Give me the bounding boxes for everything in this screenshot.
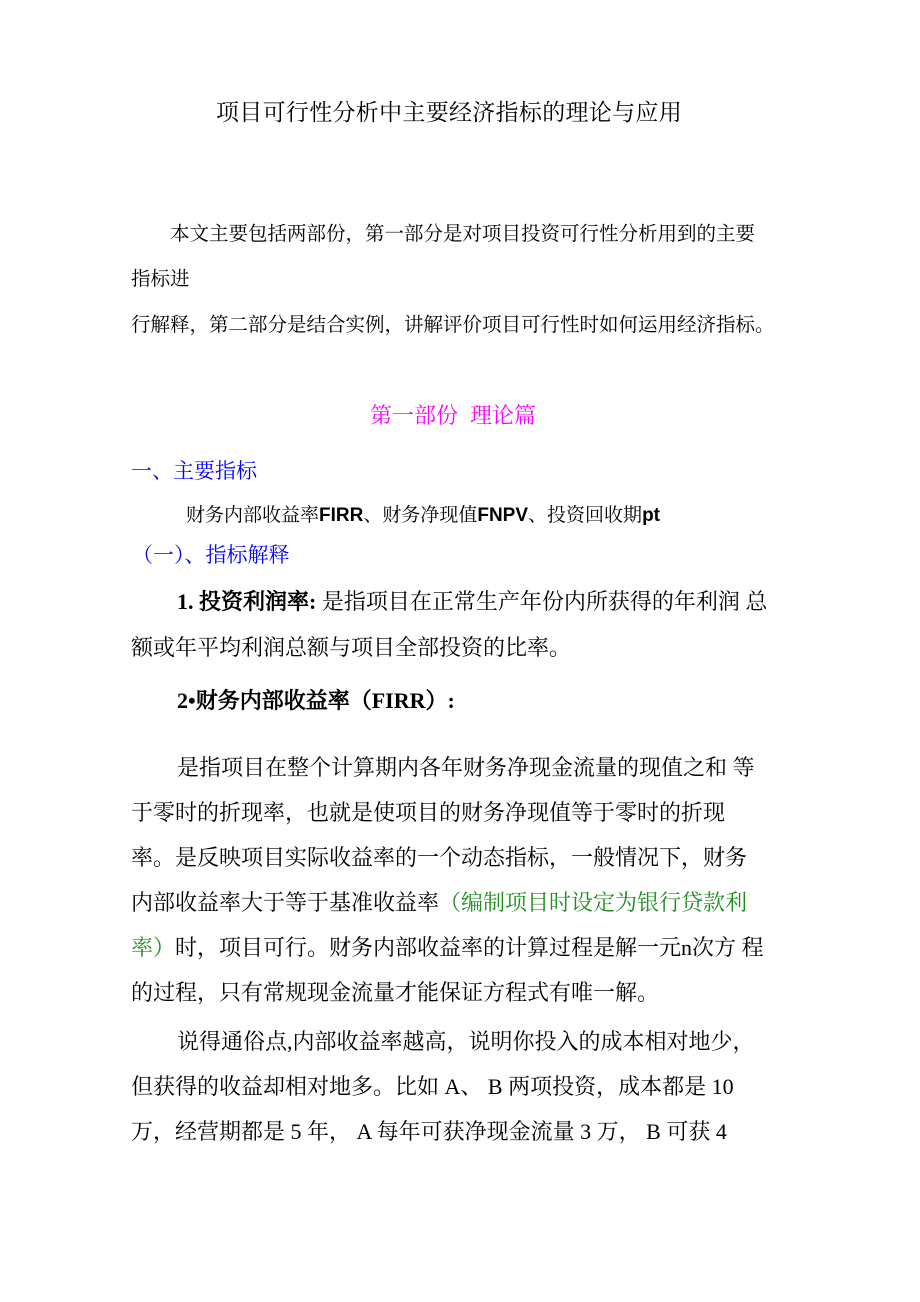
firr-para1-line4 xyxy=(131,892,747,914)
summary-text-1: 财务内部收益率 xyxy=(186,505,320,526)
document-title: 项目可行性分析中主要经济指标的理论与应用 xyxy=(216,100,682,126)
section-heading-main-indicators: 一、主要指标 xyxy=(131,459,257,483)
firr-para2-line1: 说得通俗点,内部收益率越高，说明你投入的成本相对地少， xyxy=(177,1029,755,1054)
subsection-heading-indicator-explanation: （一）、指标解释 xyxy=(132,543,290,567)
item-2-label: 2•财务内部收益率（FIRR）: xyxy=(177,688,455,713)
summary-text-2: 、财务净现值 xyxy=(363,505,478,526)
intro-line-3: 行解释，第二部分是结合实例，讲解评价项目可行性时如何运用经济指标。 xyxy=(131,313,775,336)
firr-para2-line2: 但获得的收益却相对地多。比如 A、 B 两项投资，成本都是 10 xyxy=(131,1074,734,1099)
firr-benchmark-note-end: 率） xyxy=(131,935,176,960)
firr-para1-line6: 的过程，只有常规现金流量才能保证方程式有唯一解。 xyxy=(131,980,660,1005)
item-1-label: 1. 投资利润率 xyxy=(177,589,310,614)
firr-para1-line5-text: 时，项目可行。财务内部收益率的计算过程是解一元n次方 程 xyxy=(175,935,764,960)
part-heading-part: 第一部份 xyxy=(370,404,459,429)
firr-para1-line4-text: 内部收益率大于等于基准收益率 xyxy=(131,890,440,915)
summary-firr: FIRR xyxy=(319,505,364,526)
item-1-text: 是指项目在正常生产年份内所获得的年利润 总 xyxy=(316,589,768,614)
intro-line-2: 指标进 xyxy=(131,267,190,290)
item-1-line-2: 额或年平均利润总额与项目全部投资的比率。 xyxy=(131,635,572,660)
firr-para2-line3: 万，经营期都是 5 年， A 每年可获净现金流量 3 万， B 可获 4 xyxy=(131,1119,727,1144)
firr-para1-line5 xyxy=(131,937,764,959)
firr-para1-line1: 是指项目在整个计算期内各年财务净现金流量的现值之和 等 xyxy=(177,755,755,780)
part-heading-name: 理论篇 xyxy=(470,404,537,429)
summary-text-3: 、投资回收期 xyxy=(528,505,643,526)
summary-pt: pt xyxy=(642,505,660,526)
part-heading xyxy=(370,406,536,428)
firr-para1-line3: 率。是反映项目实际收益率的一个动态指标，一般情况下，财务 xyxy=(131,845,748,870)
item-1-line-1 xyxy=(177,591,767,613)
firr-para1-line2: 于零时的折现率，也就是使项目的财务净现值等于零时的折现 xyxy=(131,800,726,825)
firr-benchmark-note: （编制项目时设定为银行贷款利 xyxy=(439,890,748,915)
indicator-summary xyxy=(186,506,660,525)
summary-fnpv: FNPV xyxy=(477,505,529,526)
intro-line-1: 本文主要包括两部份，第一部分是对项目投资可行性分析用到的主要 xyxy=(170,222,756,245)
item-1-colon: : xyxy=(309,589,317,614)
